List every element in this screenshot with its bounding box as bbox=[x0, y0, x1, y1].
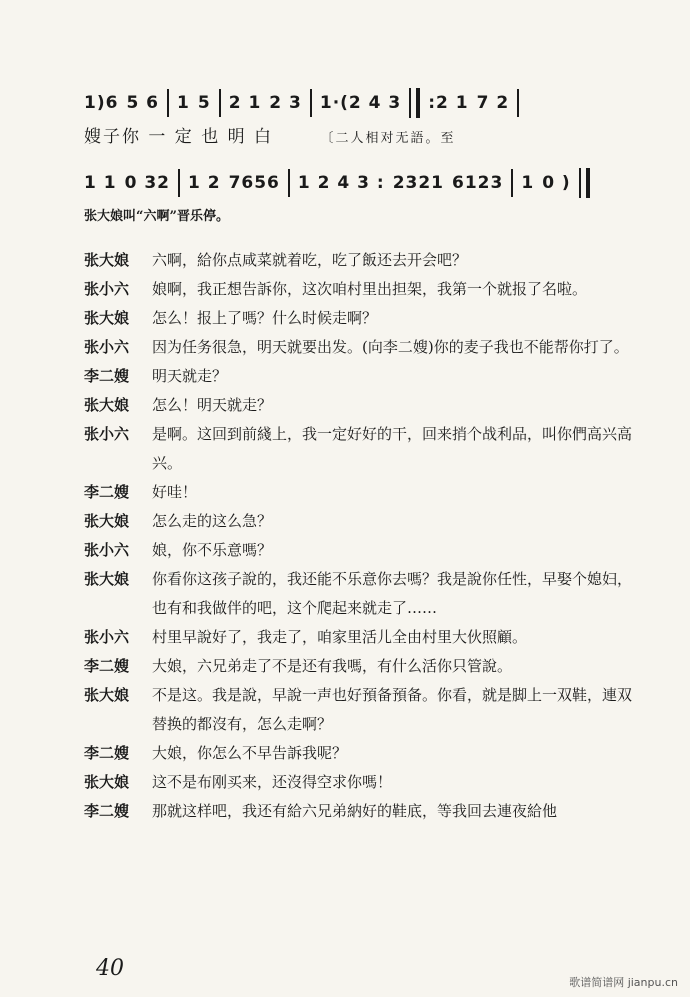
speaker: 张大娘 bbox=[84, 686, 130, 704]
dialogue-line bbox=[84, 478, 644, 507]
dialogue-line bbox=[84, 768, 644, 797]
score-note: 7656 bbox=[228, 173, 280, 193]
speech: 六啊，給你点咸菜就着吃，吃了飯还去开会吧？ bbox=[152, 251, 468, 269]
dialogue-line bbox=[84, 420, 644, 478]
score-note: 1 bbox=[177, 93, 190, 113]
repeat-bar-line bbox=[409, 88, 420, 118]
bar-line bbox=[167, 89, 169, 117]
speech: 不是这。我是說，早說一声也好預备預备。你看，就是脚上一双鞋，連双替换的都沒有，怎么走啊？ bbox=[152, 686, 633, 733]
dialogue-line bbox=[84, 652, 644, 681]
bar-line bbox=[178, 169, 180, 197]
speech: 明天就走？ bbox=[152, 367, 228, 385]
dialogue-line bbox=[84, 536, 644, 565]
score-note: 6123 bbox=[452, 173, 504, 193]
score-note: 5 6 bbox=[126, 93, 160, 113]
score-note: 1·(2 4 3 bbox=[319, 93, 402, 113]
speech: 因为任务很急，明天就要出发。(向李二嫂)你的麦子我也不能帮你打了。 bbox=[152, 338, 629, 356]
score-notes-row-2 bbox=[84, 168, 644, 198]
dialogue-line bbox=[84, 565, 644, 623]
speaker: 张小六 bbox=[84, 338, 130, 356]
speech: 娘，你不乐意嗎？ bbox=[152, 541, 273, 559]
speech: 那就这样吧，我还有給六兄弟納好的鞋底，等我回去連夜給他 bbox=[152, 802, 558, 820]
dialogue-line bbox=[84, 739, 644, 768]
speaker: 张大娘 bbox=[84, 773, 130, 791]
bar-line bbox=[219, 89, 221, 117]
speaker: 李二嫂 bbox=[84, 657, 130, 675]
bar-line bbox=[517, 89, 519, 117]
score-note: 7 2 bbox=[476, 93, 510, 113]
dialogue-line bbox=[84, 507, 644, 536]
speaker: 张大娘 bbox=[84, 570, 130, 588]
stage-note: 〔二人相对无語。至 bbox=[320, 131, 456, 146]
speech: 大娘，六兄弟走了不是还有我嗎，有什么活你只管說。 bbox=[152, 657, 513, 675]
speaker: 张大娘 bbox=[84, 512, 130, 530]
speech: 你看你这孩子說的，我还能不乐意你去嗎？我是說你任性，早娶个媳妇，也有和我做伴的吧，这个爬起来就走了…… bbox=[152, 570, 633, 617]
dialogue-line bbox=[84, 391, 644, 420]
speech: 是啊。这回到前綫上，我一定好好的干，回来捎个战利品，叫你們高兴高兴。 bbox=[152, 425, 633, 472]
dialogue-line bbox=[84, 333, 644, 362]
speaker: 李二嫂 bbox=[84, 802, 130, 820]
speech: 好哇！ bbox=[152, 483, 198, 501]
speaker: 张大娘 bbox=[84, 309, 130, 327]
speaker: 张小六 bbox=[84, 425, 130, 443]
score-note: 1 2 bbox=[187, 173, 221, 193]
score-notes-row-1 bbox=[84, 88, 644, 118]
dialogue-line bbox=[84, 797, 644, 826]
score-note: 1 bbox=[521, 173, 535, 193]
score-note: 5 bbox=[197, 93, 211, 113]
score-note: 2321 bbox=[392, 173, 445, 193]
score-note: 2 3 bbox=[269, 93, 302, 113]
score-note: 1 1 bbox=[84, 173, 117, 193]
speech: 这不是布刚买来，还沒得空求你嗎！ bbox=[152, 773, 393, 791]
dialogue-line bbox=[84, 362, 644, 391]
score-note: 0 ) bbox=[542, 173, 571, 193]
speaker: 李二嫂 bbox=[84, 483, 130, 501]
speaker: 李二嫂 bbox=[84, 744, 130, 762]
lyrics-text: 嫂子你 一 定 也 明 白 bbox=[84, 127, 274, 147]
score-row-1 bbox=[84, 88, 644, 147]
final-bar-line bbox=[579, 168, 590, 198]
watermark: 歌谱简谱网 jianpu.cn bbox=[569, 976, 678, 989]
dialogue-line bbox=[84, 246, 644, 275]
speech: 怎么！明天就走？ bbox=[152, 396, 273, 414]
bar-line bbox=[511, 169, 513, 197]
dialogue-line bbox=[84, 304, 644, 333]
bar-line bbox=[310, 89, 312, 117]
speaker: 张小六 bbox=[84, 628, 130, 646]
speech: 怎么！报上了嗎？什么时候走啊？ bbox=[152, 309, 378, 327]
bar-line bbox=[288, 169, 290, 197]
speech: 怎么走的这么急？ bbox=[152, 512, 273, 530]
dialogue-line bbox=[84, 623, 644, 652]
speaker: 李二嫂 bbox=[84, 367, 130, 385]
score-note: 1 2 4 3 : bbox=[297, 173, 385, 193]
dialogue-line bbox=[84, 275, 644, 304]
speaker: 张大娘 bbox=[84, 251, 130, 269]
score-row-2 bbox=[84, 168, 644, 198]
stage-direction: 张大娘叫“六啊”晋乐停。 bbox=[84, 209, 229, 224]
score-note: :2 1 bbox=[428, 93, 469, 113]
score-note: 0 32 bbox=[124, 173, 170, 193]
speech: 娘啊，我正想告訴你，这次咱村里出担架，我第一个就报了名啦。 bbox=[152, 280, 588, 298]
speaker: 张小六 bbox=[84, 280, 130, 298]
page-number: 40 bbox=[96, 956, 124, 981]
speech: 大娘，你怎么不早告訴我呢？ bbox=[152, 744, 348, 762]
dialogue-line bbox=[84, 681, 644, 739]
speaker: 张小六 bbox=[84, 541, 130, 559]
lyrics-row-1 bbox=[84, 122, 644, 147]
speaker: 张大娘 bbox=[84, 396, 130, 414]
dialogue bbox=[84, 246, 644, 826]
score-note: 1)6 bbox=[84, 93, 119, 113]
speech: 村里早說好了，我走了，咱家里活儿全由村里大伙照顧。 bbox=[152, 628, 528, 646]
score-note: 2 1 bbox=[228, 93, 262, 113]
